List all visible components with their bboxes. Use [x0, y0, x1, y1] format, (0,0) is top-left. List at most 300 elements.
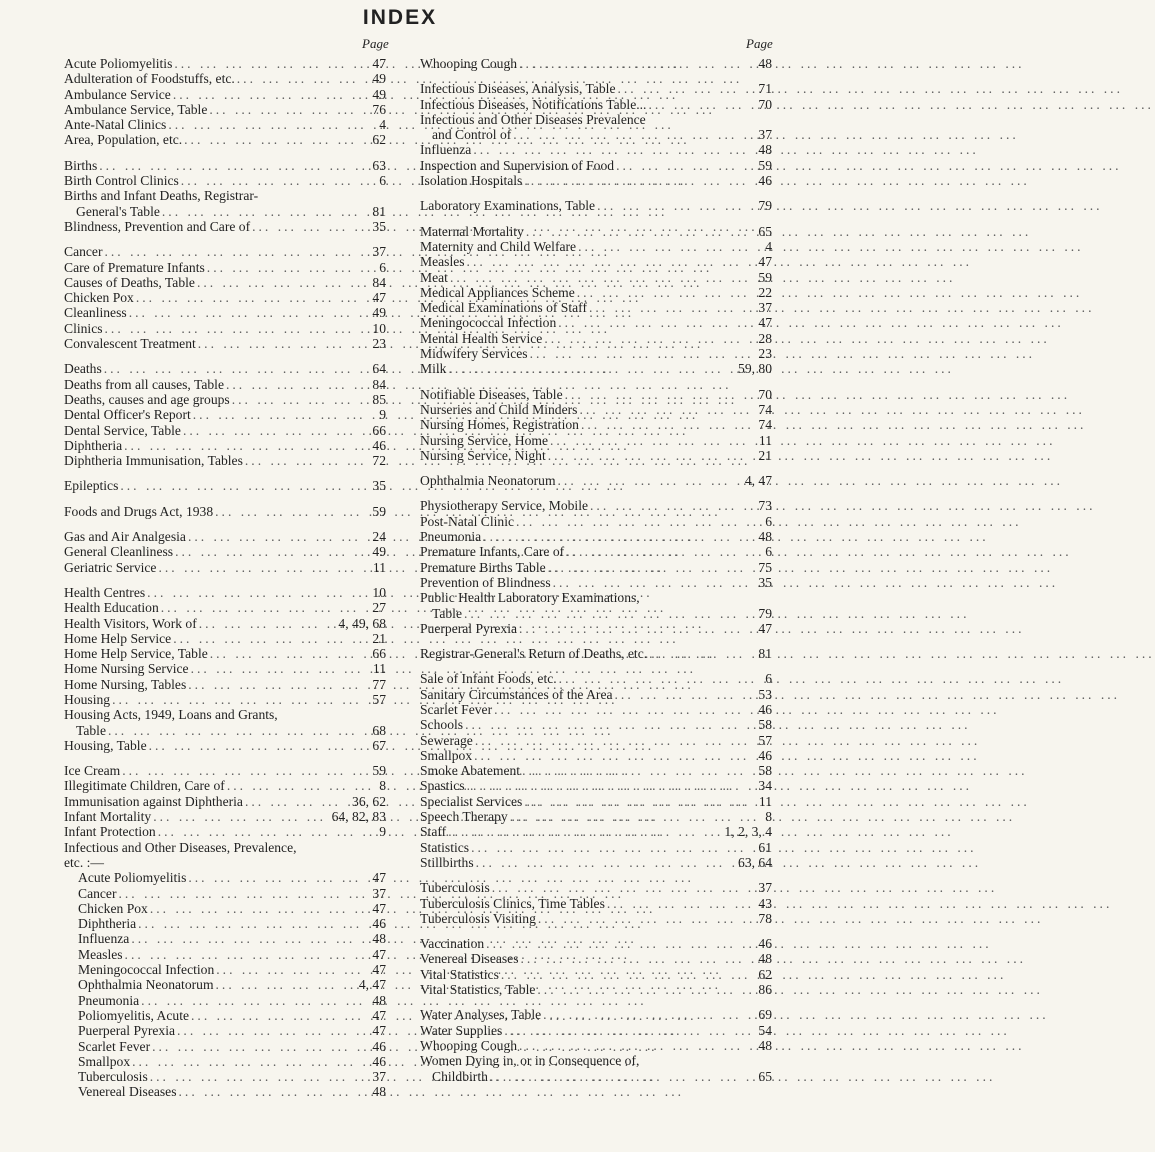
leader-dots	[511, 127, 750, 142]
entry-page-number: 6	[765, 544, 772, 560]
leader-dots	[148, 1069, 364, 1084]
leader-dots	[156, 560, 364, 575]
leader-dots	[186, 529, 364, 544]
entry-label: Acute Poliomyelitis	[78, 870, 187, 886]
entry-page-number: 46	[372, 1053, 386, 1069]
leader-dots	[647, 646, 750, 661]
leader-dots	[173, 544, 364, 559]
entry-label: Diphtheria Immunisation, Tables	[64, 453, 243, 469]
entry-page-number: 63, 64	[738, 854, 772, 870]
leader-dots	[546, 448, 750, 463]
index-entry	[420, 97, 772, 112]
entry-page-number: 48	[758, 1037, 772, 1053]
leader-dots	[171, 87, 364, 102]
entry-label: Diphtheria	[78, 916, 137, 932]
index-entry	[420, 142, 772, 157]
entry-label: Housing, Table	[64, 737, 147, 753]
leader-dots	[579, 417, 750, 432]
entry-page-number: 11	[372, 559, 386, 575]
leader-dots	[471, 142, 750, 157]
entry-page-number: 48	[372, 992, 386, 1008]
leader-dots	[517, 621, 750, 636]
index-entry	[420, 285, 772, 300]
leader-dots	[522, 794, 750, 809]
leader-dots	[150, 1039, 364, 1054]
entry-page-number: 70	[758, 386, 772, 402]
entry-label: Care of Premature Infants	[64, 259, 205, 275]
leader-dots	[616, 81, 751, 96]
entry-page-number: 67	[372, 737, 386, 753]
leader-dots	[106, 723, 364, 738]
entry-label: Venereal Diseases	[78, 1084, 177, 1100]
entry-label: Whooping Cough	[420, 1037, 518, 1053]
leader-dots	[102, 361, 364, 376]
entry-label: Infectious Diseases, Notifications Table...	[420, 96, 647, 112]
entry-label: Venereal Diseases	[420, 951, 519, 967]
entry-page-number: 4, 49, 68	[338, 615, 386, 631]
entry-label: Public Health Laboratory Examinations,	[420, 590, 640, 606]
entry-page-number: 47	[758, 315, 772, 331]
index-entry	[64, 305, 386, 320]
index-entry	[420, 387, 772, 402]
leader-dots	[136, 916, 364, 931]
leader-dots	[148, 901, 364, 916]
entry-label: Puerperal Pyrexia	[78, 1023, 176, 1039]
entry-page-number: 46	[758, 936, 772, 952]
index-entry	[64, 117, 386, 132]
entry-page-number: 59	[372, 763, 386, 779]
entry-page-number: 59	[758, 269, 772, 285]
leader-dots	[474, 855, 738, 870]
leader-dots	[103, 321, 364, 336]
index-entry	[64, 707, 386, 722]
leader-dots	[179, 173, 364, 188]
entry-label: Infectious and Other Diseases, Prevalence,	[64, 839, 297, 855]
index-entry	[64, 962, 386, 977]
index-entry	[420, 173, 772, 188]
section-gap	[420, 377, 772, 387]
leader-dots	[145, 585, 364, 600]
leader-dots	[166, 117, 364, 132]
entry-label: Chicken Pox	[78, 900, 148, 916]
entry-page-number: 71	[758, 81, 772, 97]
section-gap	[420, 71, 772, 81]
entry-label: Tuberculosis Visiting	[420, 910, 536, 926]
leader-dots	[541, 1007, 750, 1022]
entry-page-number: 8	[379, 778, 386, 794]
entry-page-number: 63	[372, 157, 386, 173]
index-entry	[420, 331, 772, 346]
entry-page-number: 62	[758, 966, 772, 982]
index-entry	[64, 646, 386, 661]
entry-page-number: 76	[372, 101, 386, 117]
section-gap	[64, 519, 386, 529]
entry-page-number: 46	[372, 916, 386, 932]
index-entry	[64, 244, 386, 259]
entry-page-number: 23	[372, 336, 386, 352]
leader-dots	[563, 387, 750, 402]
leader-dots	[514, 514, 750, 529]
index-entry	[420, 911, 772, 926]
entry-page-number: 11	[758, 432, 772, 448]
entry-label: Diphtheria	[64, 437, 123, 453]
leader-dots	[519, 951, 750, 966]
entry-label: Smallpox	[78, 1053, 131, 1069]
entry-label: Blindness, Prevention and Care of	[64, 218, 251, 234]
index-entry	[64, 738, 386, 753]
entry-label: Ambulance Service	[64, 86, 171, 102]
entry-label: Nursing Service, Night	[420, 447, 546, 463]
index-entry	[420, 112, 772, 127]
entry-label: Measles	[78, 946, 123, 962]
entry-label: Home Nursing Service	[64, 661, 189, 677]
entry-label: Cancer	[78, 885, 117, 901]
entry-label: Cancer	[64, 244, 103, 260]
index-entry	[64, 794, 386, 809]
leader-dots	[225, 778, 364, 793]
index-entry	[420, 514, 772, 529]
entry-page-number: 77	[372, 676, 386, 692]
entry-label: Nurseries and Child Minders	[420, 401, 578, 417]
entry-label: Illegitimate Children, Care of	[64, 778, 225, 794]
leader-dots	[160, 204, 364, 219]
entry-page-number: 9	[379, 407, 386, 423]
leader-dots	[197, 616, 339, 631]
entry-label: General Cleanliness	[64, 544, 174, 560]
leader-dots	[186, 677, 364, 692]
entry-page-number: 35	[372, 478, 386, 494]
leader-dots	[577, 402, 750, 417]
entry-page-number: 6	[379, 259, 386, 275]
leader-dots	[524, 224, 750, 239]
index-entry	[420, 702, 772, 717]
entry-page-number: 69	[758, 1007, 772, 1023]
leader-dots	[551, 575, 750, 590]
entry-label: Women Dying in, or in Consequence of,	[420, 1053, 640, 1069]
entry-page-number: 59	[758, 157, 772, 173]
entry-label: Immunisation against Diphtheria	[64, 793, 243, 809]
entry-label: Puerperal Pyrexia	[420, 620, 518, 636]
index-entry	[64, 173, 386, 188]
right-page-column-header: Page	[746, 36, 773, 51]
entry-page-number: 9	[379, 824, 386, 840]
index-entry	[420, 1007, 772, 1022]
index-entry	[64, 529, 386, 544]
entry-page-number: 72	[372, 453, 386, 469]
entry-label: Ophthalmia Neonatorum	[420, 473, 556, 489]
entry-label: Measles	[420, 254, 465, 270]
entry-label: Geriatric Service	[64, 559, 157, 575]
leader-dots	[587, 300, 750, 315]
entry-label: Stillbirths	[420, 854, 474, 870]
leader-dots	[446, 361, 738, 376]
entry-label: Cleanliness	[64, 305, 127, 321]
leader-dots	[469, 840, 750, 855]
leader-dots	[196, 336, 364, 351]
entry-label: Inspection and Supervision of Food	[420, 157, 615, 173]
entry-page-number: 85	[372, 391, 386, 407]
entry-label: Post-Natal Clinic	[420, 513, 515, 529]
entry-label: Dental Officer's Report	[64, 407, 191, 423]
index-entry	[420, 529, 772, 544]
leader-dots	[528, 346, 750, 361]
leader-dots	[214, 962, 364, 977]
entry-page-number: 74	[758, 401, 772, 417]
index-entry	[64, 361, 386, 376]
leader-dots	[614, 158, 750, 173]
index-entry	[64, 692, 386, 707]
index-entry	[420, 417, 772, 432]
entry-label: Isolation Hospitals	[420, 173, 523, 189]
index-title: INDEX	[362, 6, 438, 29]
index-entry	[64, 901, 386, 916]
index-entry	[420, 733, 772, 748]
index-entry	[420, 671, 772, 686]
entry-page-number: 46	[372, 1038, 386, 1054]
entry-label: Deaths, causes and age groups	[64, 391, 230, 407]
index-entry	[64, 677, 386, 692]
entry-label: Meningococcal Infection	[420, 315, 557, 331]
index-entry	[64, 916, 386, 931]
entry-label: Births	[64, 157, 98, 173]
leader-dots	[575, 285, 750, 300]
leader-dots	[556, 315, 750, 330]
leader-dots	[448, 270, 750, 285]
index-entry	[420, 239, 772, 254]
index-entry	[420, 270, 772, 285]
index-entry	[64, 87, 386, 102]
leader-dots	[120, 763, 364, 778]
leader-dots	[195, 275, 364, 290]
index-entry	[420, 606, 772, 621]
index-entry	[420, 1023, 772, 1038]
leader-dots	[189, 661, 364, 676]
index-entry	[420, 560, 772, 575]
entry-page-number: 49	[372, 86, 386, 102]
index-entry	[64, 290, 386, 305]
entry-page-number: 70	[758, 96, 772, 112]
entry-label: Gas and Air Analgesia	[64, 529, 186, 545]
entry-label: Smallpox	[420, 747, 473, 763]
index-entry	[64, 102, 386, 117]
leader-dots	[117, 886, 365, 901]
index-entry	[420, 896, 772, 911]
section-gap	[420, 214, 772, 224]
index-entry	[64, 763, 386, 778]
section-gap	[420, 188, 772, 198]
entry-page-number: 66	[372, 646, 386, 662]
index-entry	[64, 504, 386, 519]
leader-dots	[502, 1023, 750, 1038]
entry-page-number: 81	[758, 646, 772, 662]
entry-page-number: 47	[372, 900, 386, 916]
index-entry	[64, 71, 386, 86]
entry-label: Statistics	[420, 839, 470, 855]
index-entry	[64, 1069, 386, 1084]
leader-dots	[134, 290, 364, 305]
entry-page-number: 68	[372, 722, 386, 738]
entry-label: Maternal Mortality	[420, 223, 524, 239]
entry-page-number: 36, 62	[352, 793, 386, 809]
entry-page-number: 37	[758, 880, 772, 896]
leader-dots	[481, 529, 750, 544]
leader-dots	[522, 173, 750, 188]
leader-dots	[463, 717, 750, 732]
entry-page-number: 79	[758, 605, 772, 621]
entry-label: and Control of	[432, 127, 512, 143]
leader-dots	[595, 198, 750, 213]
entry-page-number: 49	[372, 71, 386, 87]
index-entry	[64, 855, 386, 870]
entry-label: Sale of Infant Foods, etc.	[420, 671, 557, 687]
entry-page-number: 86	[758, 982, 772, 998]
entry-page-number: 64	[372, 361, 386, 377]
entry-page-number: 34	[758, 778, 772, 794]
leader-dots	[605, 896, 750, 911]
leader-dots	[473, 733, 750, 748]
entry-page-number: 48	[758, 142, 772, 158]
leader-dots	[546, 560, 750, 575]
index-entry	[420, 127, 772, 142]
entry-label: Deaths	[64, 361, 102, 377]
index-entry	[420, 361, 772, 376]
leader-dots	[462, 606, 750, 621]
entry-label: Staff	[420, 824, 447, 840]
index-entry	[420, 880, 772, 895]
entry-label: Influenza	[78, 931, 130, 947]
leader-dots	[97, 158, 364, 173]
entry-page-number: 65	[758, 1068, 772, 1084]
entry-label: Vital Statistics	[420, 966, 499, 982]
entry-page-number: 8	[765, 809, 772, 825]
entry-page-number: 47	[372, 870, 386, 886]
entry-label: etc. :—	[64, 854, 105, 870]
entry-page-number: 4	[765, 238, 772, 254]
entry-page-number: 4, 47	[744, 473, 772, 489]
leader-dots	[186, 870, 364, 885]
leader-dots	[576, 239, 750, 254]
index-entry	[420, 1069, 772, 1084]
entry-label: Acute Poliomyelitis	[64, 56, 173, 71]
entry-page-number: 46	[758, 701, 772, 717]
index-entry	[420, 402, 772, 417]
index-entry	[64, 219, 386, 234]
index-entry	[420, 158, 772, 173]
entry-label: Table	[76, 722, 106, 738]
index-entry	[420, 81, 772, 96]
index-entry	[64, 377, 386, 392]
leader-dots	[208, 646, 364, 661]
index-entry	[64, 931, 386, 946]
entry-label: Sewerage	[420, 732, 473, 748]
index-entry	[420, 646, 772, 661]
entry-label: Childbirth	[432, 1068, 488, 1084]
entry-page-number: 47	[758, 254, 772, 270]
leader-dots	[129, 931, 364, 946]
index-entry	[420, 840, 772, 855]
entry-page-number: 58	[758, 763, 772, 779]
entry-label: Poliomyelitis, Acute	[78, 1007, 190, 1023]
entry-page-number: 37	[372, 885, 386, 901]
entry-page-number: 11	[372, 661, 386, 677]
index-entry	[64, 407, 386, 422]
index-entry	[64, 1039, 386, 1054]
index-entry	[420, 498, 772, 513]
leader-dots	[508, 809, 750, 824]
entry-page-number: 49	[372, 544, 386, 560]
index-entry	[420, 717, 772, 732]
leader-dots	[536, 911, 750, 926]
index-entry	[420, 544, 772, 559]
index-entry	[64, 723, 386, 738]
leader-dots	[499, 967, 750, 982]
index-entry	[420, 315, 772, 330]
entry-label: Ante-Natal Clinics	[64, 117, 167, 133]
leader-dots	[556, 473, 745, 488]
section-gap	[420, 636, 772, 646]
section-gap	[64, 494, 386, 504]
entry-page-number: 24	[372, 529, 386, 545]
index-entry	[64, 993, 386, 1008]
index-entry	[64, 275, 386, 290]
leader-dots	[127, 305, 364, 320]
index-entry	[64, 260, 386, 275]
index-entry	[420, 448, 772, 463]
entry-page-number: 48	[372, 1084, 386, 1100]
entry-page-number: 37	[372, 1069, 386, 1085]
leader-dots	[446, 824, 724, 839]
leader-dots	[177, 1084, 364, 1099]
leader-dots	[159, 600, 364, 615]
leader-dots	[151, 809, 331, 824]
section-gap	[420, 997, 772, 1007]
entry-page-number: 10	[372, 320, 386, 336]
index-entry	[420, 809, 772, 824]
section-gap	[420, 488, 772, 498]
leader-dots	[517, 1038, 750, 1053]
leader-dots	[250, 219, 364, 234]
entry-page-number: 59, 80	[738, 361, 772, 377]
section-gap	[64, 753, 386, 763]
leader-dots	[224, 377, 364, 392]
entry-label: Health Education	[64, 600, 159, 616]
index-entry	[420, 687, 772, 702]
entry-label: Pneumonia	[78, 992, 140, 1008]
entry-page-number: 46	[758, 747, 772, 763]
leader-dots	[490, 880, 750, 895]
index-entry	[64, 544, 386, 559]
entry-page-number: 1, 2, 3, 4	[724, 824, 772, 840]
entry-page-number: 74	[758, 417, 772, 433]
entry-page-number: 37	[372, 244, 386, 260]
entry-page-number: 37	[758, 300, 772, 316]
entry-label: Tuberculosis Clinics, Time Tables	[420, 895, 605, 911]
entry-page-number: 62	[372, 132, 386, 148]
index-entry	[420, 778, 772, 793]
section-gap	[64, 575, 386, 585]
entry-label: Home Help Service, Table	[64, 646, 208, 662]
leader-dots	[557, 671, 750, 686]
leader-dots	[123, 947, 364, 962]
index-entry	[64, 204, 386, 219]
entry-page-number: 84	[372, 274, 386, 290]
index-entry	[64, 158, 386, 173]
leader-dots	[588, 498, 750, 513]
leader-dots	[465, 254, 750, 269]
leader-dots	[472, 748, 750, 763]
entry-label: Physiotherapy Service, Mobile	[420, 498, 589, 514]
index-entry	[64, 1023, 386, 1038]
